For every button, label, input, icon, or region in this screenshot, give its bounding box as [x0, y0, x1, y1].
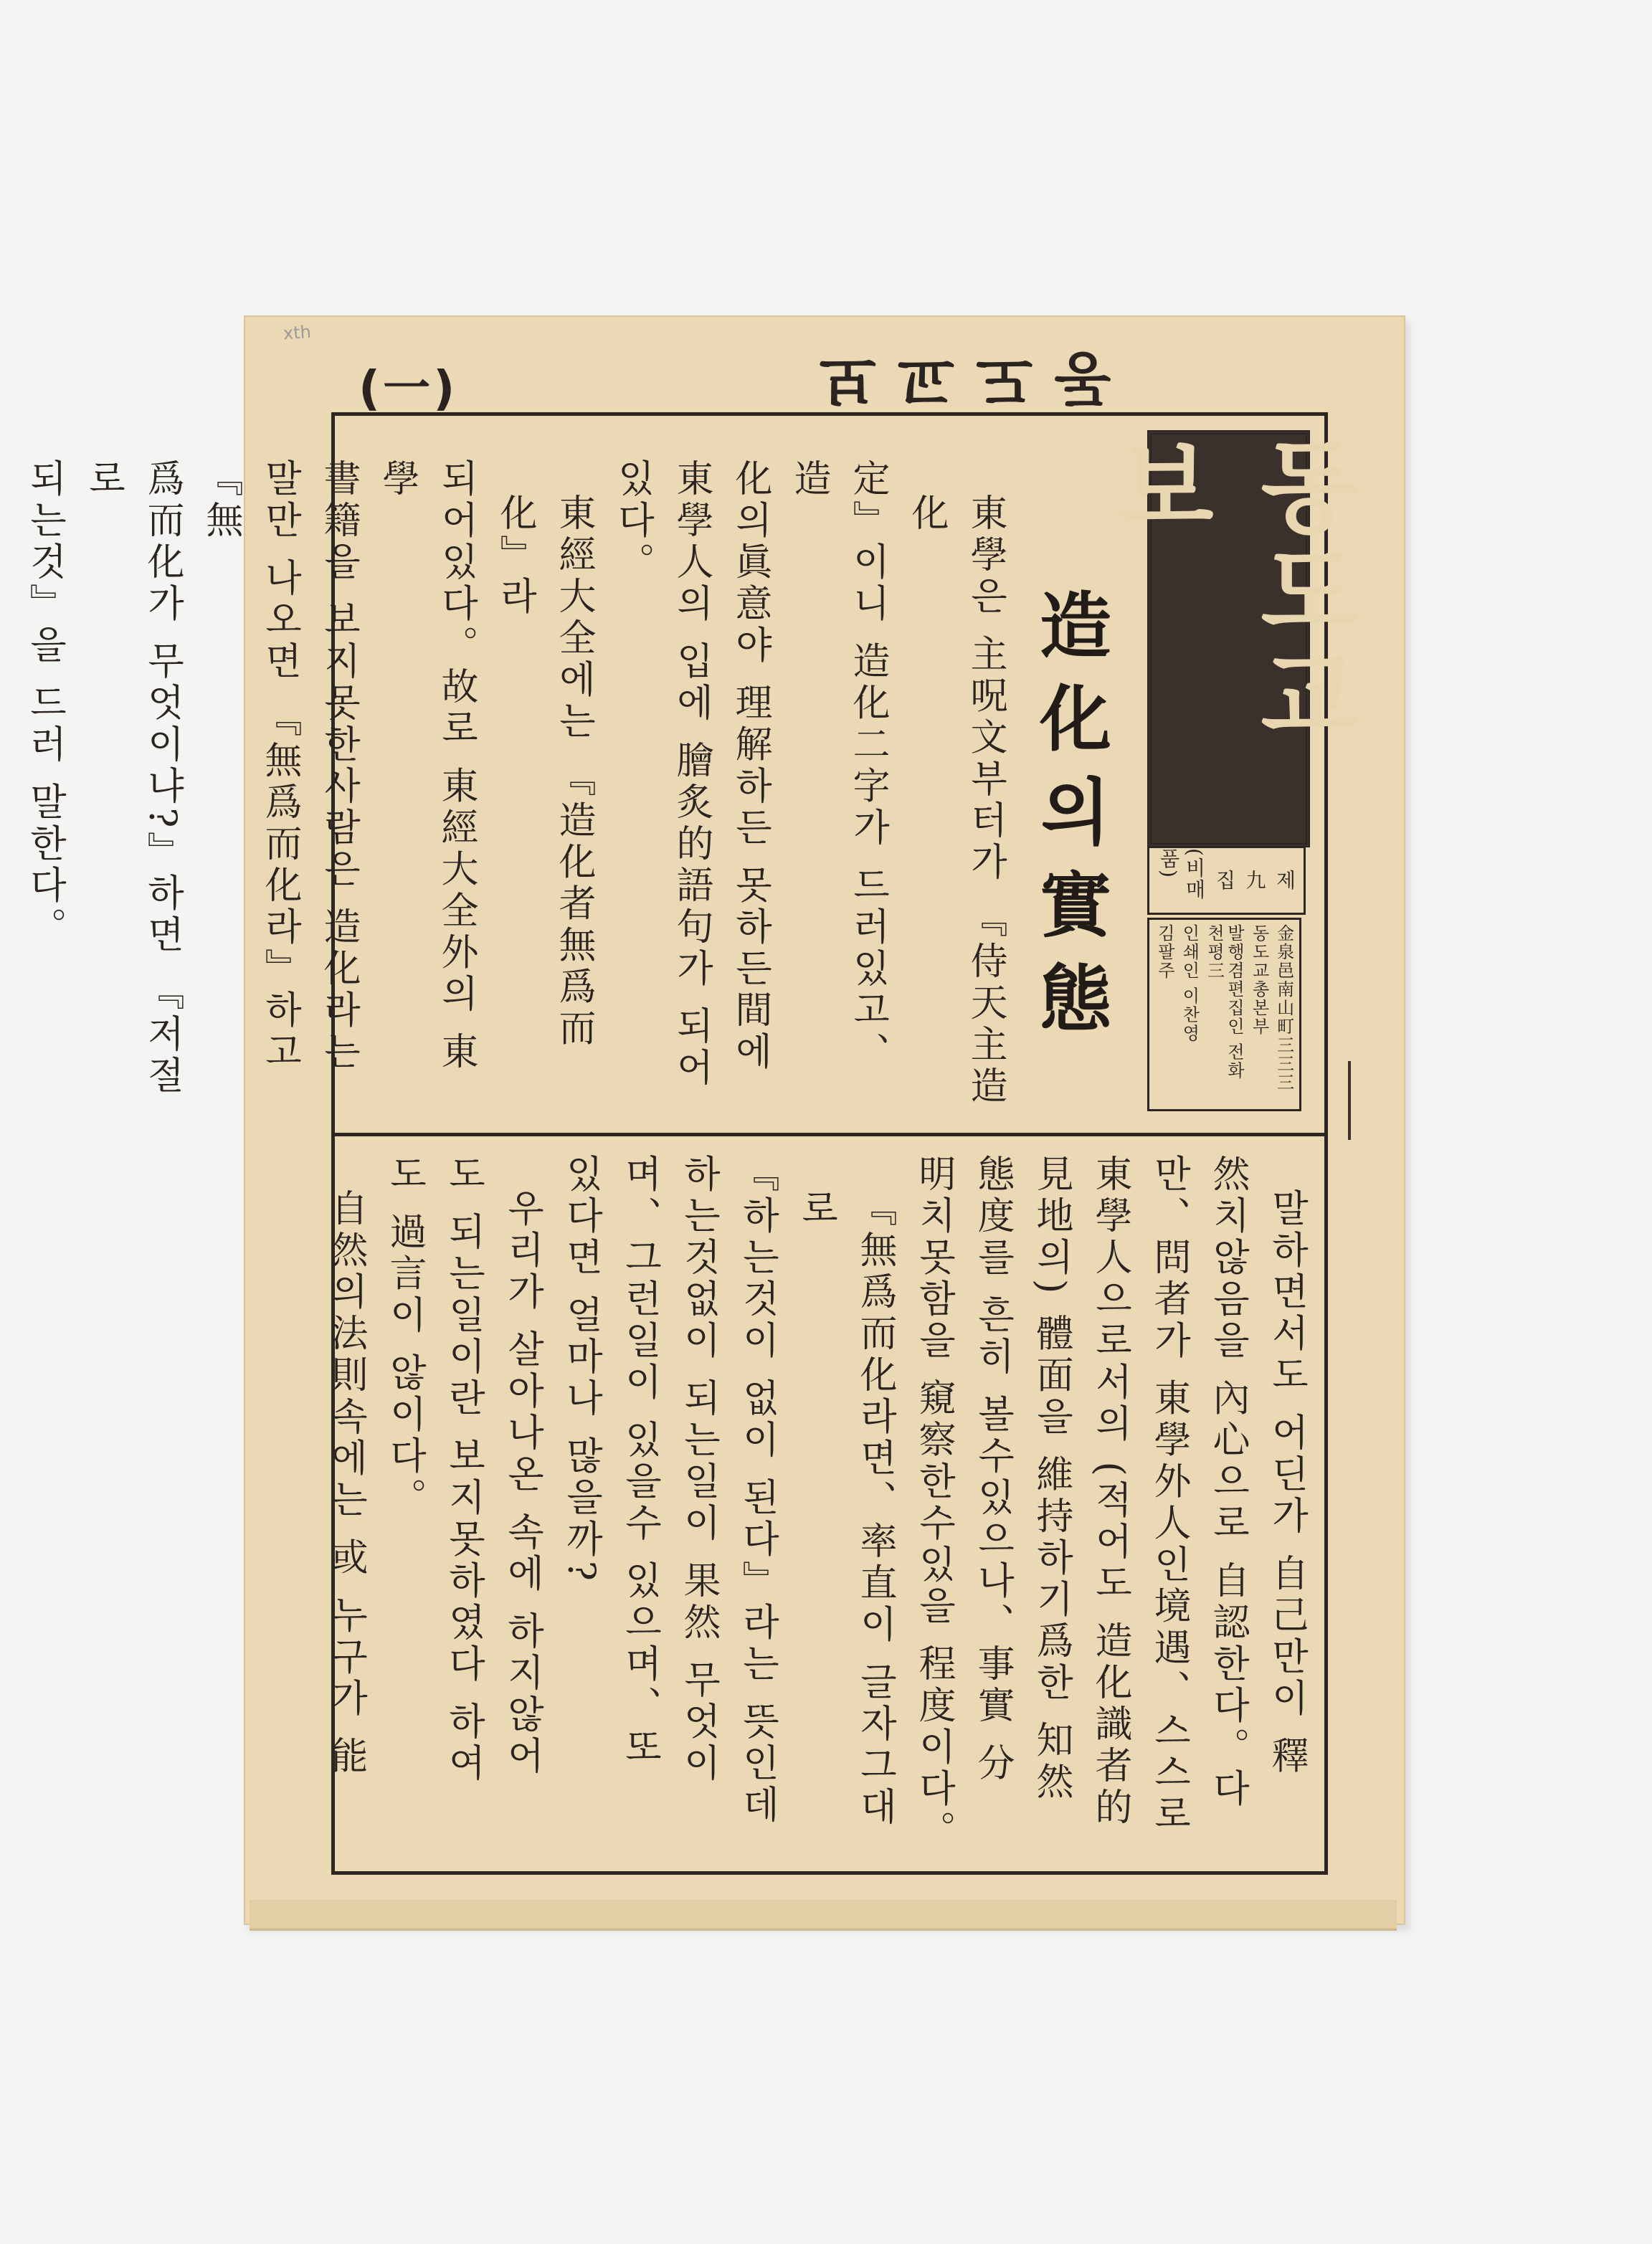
page-number: (一)	[359, 360, 458, 416]
text-line: 自然의法則속에는 或 누구가 能	[324, 1189, 367, 1778]
text-line: 도 되는일이란 보지못하였다 하여	[442, 1154, 485, 1785]
text-line: 만、問者가 東學外人인境遇、스스로	[1147, 1154, 1190, 1836]
text-line: 爲而化가 무엇이냐?』하면 『저절로	[82, 459, 184, 1098]
text-line: 말만 나오면 『無爲而化라』하고 『無	[199, 459, 301, 1074]
text-line: 東學人으로서의 (적어도 造化識者的	[1088, 1154, 1131, 1830]
text-line: 書籍을 보지못한사람은 造化라는	[317, 459, 360, 1074]
article-upper-text	[23, 459, 1015, 1111]
text-line: 말하면서도 어딘가 自己만이 釋	[1265, 1189, 1308, 1778]
masthead-box	[1098, 430, 1359, 847]
article-headline: 造化의實態	[1027, 588, 1112, 1054]
text-line: 도 過言이 않이다。	[383, 1154, 426, 1520]
text-line: 定』이니 造化二字가 드러있고、造	[787, 459, 889, 1074]
text-line: 되는것』을 드러 말한다。	[23, 459, 66, 949]
publisher-name: 김팔주	[1154, 924, 1175, 980]
issue-box	[1147, 846, 1306, 915]
text-line: 『하는것이 없이 된다』라는 뜻인데	[736, 1154, 779, 1827]
issue-number: 九	[1243, 870, 1267, 891]
text-line: 있다。	[611, 459, 654, 584]
text-line: 있다면 얼마나 많을까?	[559, 1154, 602, 1585]
text-line: 東學은 主呪文부터가 『侍天主造化	[905, 493, 1007, 1108]
publisher-printer: 인쇄인 이찬영	[1179, 924, 1200, 1043]
issue-unit: 집	[1212, 870, 1237, 891]
issue-label: 제	[1273, 870, 1297, 891]
text-line: 東經大全에는 『造化者無爲而化』라	[493, 493, 595, 1050]
text-line: 하는것없이 되는일이 果然 무엇이	[677, 1154, 720, 1785]
text-line: 되어있다。故로 東經大全外의 東學	[376, 459, 478, 1074]
paper-stack-edge	[250, 1900, 1397, 1931]
text-line: 며、그런일이 있을수 있으며、또	[618, 1154, 661, 1769]
section-divider	[331, 1133, 1328, 1136]
publisher-editor: 발행겸편집인 전화 천평三	[1204, 924, 1245, 1080]
text-line: 態度를 흔히 볼수있으나、事實 分	[971, 1154, 1014, 1785]
masthead-title: 동도교보	[1098, 434, 1359, 748]
text-line: 우리가 살아나온 속에 하지않어	[500, 1189, 543, 1778]
text-line: 明치못함을 窺察한수있을 程度이다。	[912, 1154, 955, 1853]
text-line: 然치않음을 內心으로 自認한다。다	[1206, 1154, 1249, 1811]
text-line: 『無爲而化라면、率直이 글자그대로	[794, 1189, 896, 1829]
pencil-annotation: xth	[283, 321, 312, 344]
publisher-org: 동도교총본부	[1249, 924, 1270, 1036]
article-lower-text	[324, 1154, 1316, 1864]
publisher-info-box	[1147, 918, 1301, 1111]
text-line: 見地의) 體面을 維持하기爲한 知然	[1030, 1154, 1073, 1804]
publisher-address: 金泉邑南山町三三三	[1273, 924, 1294, 1092]
running-title: 동도교보	[798, 344, 1111, 413]
price-note: (비매품)	[1157, 848, 1207, 900]
running-header	[359, 344, 1111, 416]
text-line: 東學人의 입에 膾炙的語句가 되어	[670, 459, 713, 1090]
text-line: 化의眞意야 理解하든 못하든間에	[728, 459, 772, 1074]
margin-mark	[1348, 1061, 1351, 1140]
